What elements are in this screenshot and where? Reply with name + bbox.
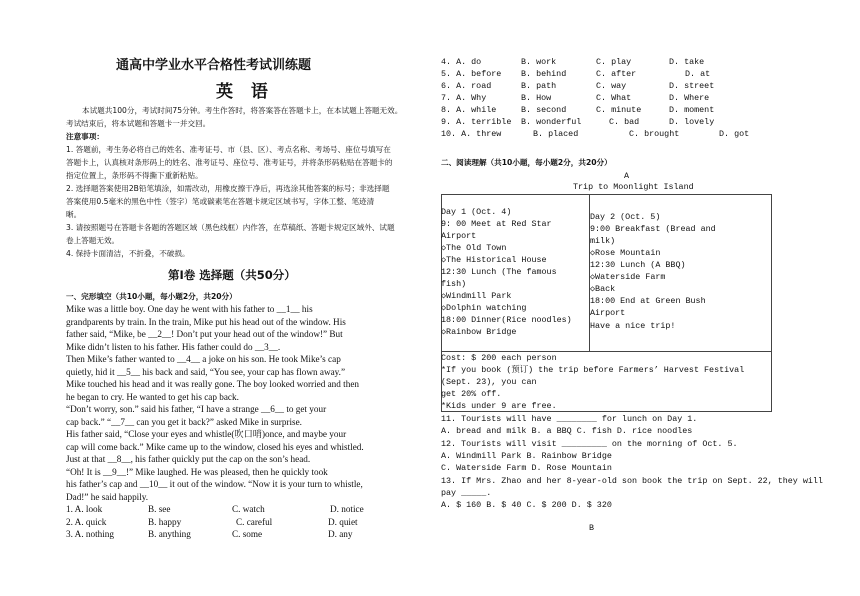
cost-line: *If you book (预订) the trip before Farmers’ Harvest Festival (441, 365, 745, 375)
reading-title: 二、阅读理解（共10小题，每小题2分，共20分） (441, 158, 612, 167)
passage-line: “Don’t worry, son.” said his father, “I have a strange __6__ to get your (66, 404, 327, 414)
option: C. careful (236, 516, 273, 527)
day2-line: 9:00 Breakfast (Bread and (590, 224, 716, 234)
day2-line: milk) (590, 236, 616, 246)
option: 9. A. terrible (441, 117, 512, 127)
option: D. Where (669, 93, 710, 103)
passage-line: father said, “Mike, be __2__! Don’t put your head out of the window!” But (66, 329, 343, 339)
passage-line: Then Mike’s father wanted to __4__ a joke on his son. He took Mike’s cap (66, 354, 341, 364)
option: D. lovely (669, 117, 715, 127)
day2-line: Airport (590, 308, 626, 318)
section-a-label: A (624, 171, 630, 181)
cost-line: *Kids under 9 are free. (441, 401, 557, 411)
day2-line: 12:30 Lunch (A BBQ) (590, 260, 686, 270)
option: 1. A. look (66, 504, 103, 514)
option: 8. A. while (441, 105, 497, 115)
option: B. see (148, 504, 171, 514)
option: B. happy (148, 516, 182, 527)
option: D. take (669, 57, 705, 67)
passage-line: Mike touched his head and it was really gone. The boy looked worried and then (66, 379, 359, 389)
option: 10. A. threw (441, 129, 502, 139)
option: 5. A. before (441, 69, 502, 79)
passage-line: cap will come back.” Mike came up to the window, closed his eyes and whistled. (66, 441, 364, 452)
question-line: A. bread and milk B. a BBQ C. fish D. rice noodles (441, 426, 693, 436)
passage-line: “Oh! It is __9__!” Mike laughed. He was pleased, then he quickly took (66, 466, 328, 477)
day1-line: 18:00 Dinner(Rice noodles) (441, 315, 572, 325)
day1-line: ◇Rainbow Bridge (441, 327, 517, 337)
subject-title: 英 语 (216, 82, 274, 102)
school-title: 通高中学业水平合格性考试训练题 (116, 58, 312, 73)
option: B. path (521, 81, 557, 91)
option: D. at (685, 69, 711, 79)
option: 3. A. nothing (66, 529, 114, 539)
cost-line: (Sept. 23), you can (441, 377, 537, 387)
option: B. anything (148, 529, 191, 539)
note-line: 指定位置上，条形码不得撕下重新粘贴。 (66, 171, 203, 180)
option: D. got (719, 129, 750, 139)
intro-line-2: 考试结束后，将本试题和答题卡一并交回。 (66, 119, 211, 128)
passage-line: Dad!” he said happily. (66, 491, 149, 502)
note-line: 晰。 (66, 210, 82, 219)
option: 4. A. do (441, 57, 482, 67)
day1-line: fish) (441, 279, 467, 289)
option: B. work (521, 57, 557, 67)
section-b-label: B (589, 523, 595, 533)
question-line: 13. If Mrs. Zhao and her 8-year-old son book the trip on Sept. 22, they will (441, 476, 823, 486)
option: C. way (596, 81, 627, 91)
option: 6. A. road (441, 81, 492, 91)
note-line: 1. 答题前，考生务必将自己的姓名、准考证号、市（县、区）、考点名称、考场号、座位号填写在 (66, 145, 391, 154)
option: B. wonderful (521, 117, 582, 127)
passage-line: cap back.” “__7__ can you get it back?” asked Mike in surprise. (66, 416, 302, 427)
option: B. How (521, 93, 552, 103)
option: D. any (328, 529, 353, 539)
option: C. after (596, 69, 637, 79)
day2-line: Day 2 (Oct. 5) (590, 212, 661, 222)
question-line: pay _____. (441, 488, 492, 498)
note-line: 卷上答题无效。 (66, 236, 120, 245)
option: B. second (521, 105, 567, 115)
day1-line: ◇The Historical House (441, 255, 547, 265)
question-line: 12. Tourists will visit _________ on the morning of Oct. 5. (441, 439, 738, 449)
question-line: C. Waterside Farm D. Rose Mountain (441, 463, 612, 473)
question-line: A. $ 160 B. $ 40 C. $ 200 D. $ 320 (441, 500, 612, 510)
option: C. play (596, 57, 632, 67)
note-line: 4. 保持卡面清洁，不折叠，不破损。 (66, 249, 190, 258)
day1-line: ◇The Old Town (441, 243, 507, 253)
day2-line: 18:00 End at Green Bush (590, 296, 706, 306)
cost-line: Cost: $ 200 each person (441, 353, 557, 363)
option: C. brought (629, 129, 680, 139)
passage-line: Just at that __8__, his father quickly put the cap on the son’s head. (66, 454, 311, 464)
option: C. some (232, 529, 263, 539)
day1-line: Day 1 (Oct. 4) (441, 207, 512, 217)
day2-line: Have a nice trip! (590, 321, 676, 331)
option: C. watch (232, 504, 265, 514)
note-line: 答案使用0.5毫米的黑色中性（签字）笔或碳素笔在答题卡规定区域书写，字体工整、笔迹清 (66, 197, 375, 206)
question-line: 11. Tourists will have ________ for lunch on Day 1. (441, 414, 698, 424)
option: D. quiet (328, 516, 358, 527)
note-line: 答题卡上，认真核对条形码上的姓名、准考证号、座位号、准考证号，并将条形码粘贴在答题卡的 (66, 158, 393, 167)
day1-line: 9: 00 Meet at Red Star (441, 219, 552, 229)
notes-title: 注意事项： (66, 132, 104, 141)
day1-line: ◇Windmill Park (441, 291, 512, 301)
passage-line: quietly, hid it __5__ his back and said, “You see, your cap has flown away.” (66, 366, 346, 377)
part1-title: 第Ⅰ卷 选择题（共50分） (168, 268, 296, 282)
trip-title: Trip to Moonlight Island (573, 182, 694, 192)
passage-line: grandparents by train. In the train, Mike put his head out of the window. His (66, 316, 346, 327)
intro-line-1: 本试题共100分，考试时间75分钟。考生作答时，将答案答在答题卡上，在本试题上答题无效。 (82, 106, 403, 115)
option: D. moment (669, 105, 715, 115)
passage-line: Mike didn’t listen to his father. His father could do __3__. (66, 341, 281, 352)
option: B. behind (521, 69, 567, 79)
option: C. What (596, 93, 632, 103)
day2-line: ◇Rose Mountain (590, 248, 661, 258)
cost-line: get 20% off. (441, 389, 502, 399)
passage-line: His father said, “Close your eyes and whistle(吹口哨)once, and maybe your (66, 429, 347, 439)
option: D. street (669, 81, 715, 91)
option: C. minute (596, 105, 642, 115)
day2-line: ◇Back (590, 284, 616, 294)
note-line: 3. 请按照题号在答题卡各题的答题区域（黑色线框）内作答，在草稿纸、答题卡规定区域外、试题 (66, 223, 395, 232)
day1-line: ◇Dolphin watching (441, 303, 527, 313)
option: C. bad (609, 117, 640, 127)
question-line: A. Windmill Park B. Rainbow Bridge (441, 451, 612, 461)
passage-line: Mike was a little boy. One day he went with his father to __1__ his (66, 304, 313, 314)
day2-line: ◇Waterside Farm (590, 272, 666, 282)
passage-line: he began to cry. He wanted to get his cap back. (66, 391, 239, 402)
passage-line: his father’s cap and __10__ it out of the window. “Now it is your turn to whistle, (66, 479, 363, 489)
option: D. notice (330, 504, 364, 514)
option: B. placed (533, 129, 579, 139)
option: 7. A. Why (441, 93, 487, 103)
option: 2. A. quick (66, 516, 107, 527)
note-line: 2. 选择题答案使用2B铅笔填涂，如需改动，用橡皮擦干净后，再选涂其他答案的标号；非选择题 (66, 184, 390, 193)
day1-line: 12:30 Lunch (The famous (441, 267, 557, 277)
day1-line: Airport (441, 231, 477, 241)
cloze-title: 一、完形填空（共10小题，每小题2分，共20分） (66, 292, 237, 301)
